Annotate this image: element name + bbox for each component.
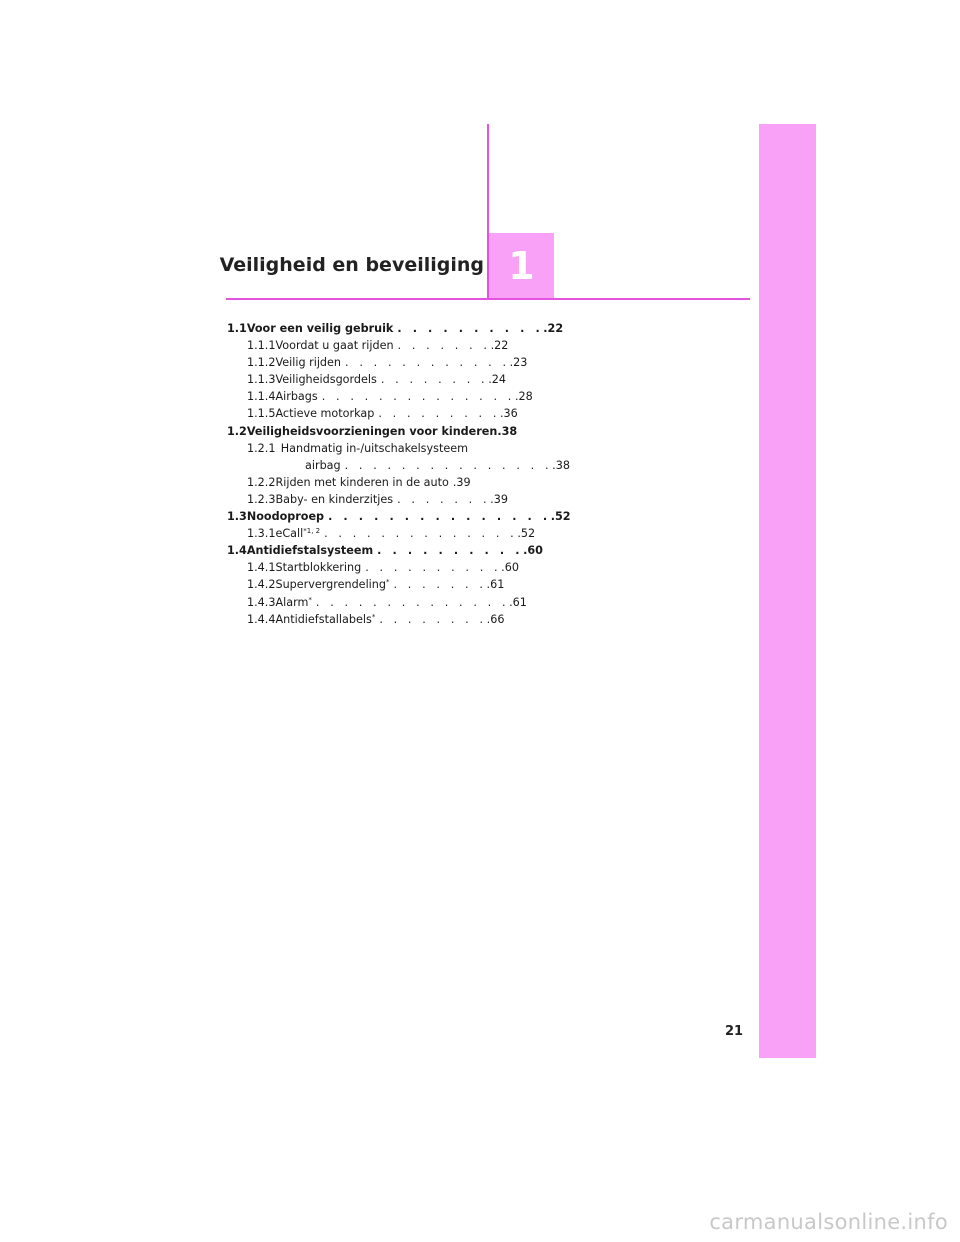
toc-item-number: 1.4.1	[247, 561, 276, 575]
toc-page-ref: .60	[523, 544, 543, 558]
footnote-marker: *	[308, 595, 312, 604]
toc-leader-dots: . . . . . . . . . . . . . . .	[328, 510, 551, 524]
toc-leader-dots: . . . . . . . . . . . . . .	[315, 595, 510, 609]
toc-page-ref: .61	[486, 578, 505, 592]
toc-item[interactable]	[227, 474, 471, 491]
toc-item[interactable]	[227, 388, 533, 405]
toc-item-title: Baby- en kinderzitjes	[275, 492, 394, 506]
toc-item-title	[275, 576, 389, 593]
toc-item[interactable]	[227, 491, 508, 508]
toc-section-title: Veiligheidsvoorzieningen voor kinderen	[246, 424, 498, 438]
footnote-marker: *	[385, 578, 390, 587]
toc-leader-dots: . . . . . . . . . .	[365, 561, 502, 575]
toc-item-title-continued: airbag	[305, 458, 341, 472]
toc-page-ref: .28	[514, 390, 533, 404]
toc-item[interactable]	[227, 559, 519, 576]
toc-page-ref: .36	[499, 407, 518, 421]
toc-item-number: 1.1.5	[247, 407, 276, 421]
toc-item[interactable]	[227, 576, 505, 593]
page-number: 21	[725, 1024, 744, 1039]
toc-page-ref: .39	[490, 492, 508, 506]
toc-item-title-text: Supervergrendeling	[275, 578, 386, 592]
toc-item-number: 1.2.3	[247, 492, 276, 506]
toc-item[interactable]	[227, 594, 527, 611]
toc-item-title: Actieve motorkap	[275, 407, 375, 421]
toc-page-ref: .23	[509, 356, 528, 370]
toc-page-ref: .52	[517, 527, 536, 541]
toc-section[interactable]	[227, 320, 564, 337]
toc-page-ref: .22	[543, 322, 564, 335]
chapter-side-tab	[759, 124, 816, 1058]
toc-item-number: 1.1.3	[247, 373, 276, 387]
toc-item-title-text: Antidiefstallabels	[275, 612, 372, 626]
footnote-marker: *1, 2	[303, 527, 321, 536]
toc-section-number: 1.1	[227, 322, 247, 335]
toc-section[interactable]	[227, 542, 543, 559]
toc-item[interactable]	[227, 525, 536, 542]
toc-page-ref: .39	[452, 475, 471, 489]
toc-item-title: Veilig rijden	[275, 356, 342, 370]
toc-leader-dots: . . . . . . . .	[380, 373, 489, 387]
toc-page-ref: .24	[488, 373, 506, 387]
toc-item-title: Voordat u gaat rijden	[275, 339, 394, 353]
toc-item-title	[275, 611, 375, 628]
toc-item[interactable]	[227, 611, 505, 628]
table-of-contents	[227, 320, 571, 628]
toc-page-ref: .38	[497, 424, 518, 438]
toc-section-number: 1.4	[227, 544, 247, 558]
toc-page-ref: .66	[486, 612, 505, 626]
toc-leader-dots: . . . . . . .	[397, 492, 491, 506]
toc-item-title-text: Alarm	[275, 595, 309, 609]
toc-leader-dots: . . . . . . . . . . . . . . .	[344, 458, 553, 472]
toc-item-title: Airbags	[275, 390, 318, 404]
toc-leader-dots: . . . . . . .	[393, 578, 487, 592]
toc-leader-dots: . . . . . . . .	[379, 612, 487, 626]
toc-leader-dots: . . . . . . . . . . . . . .	[324, 527, 518, 541]
toc-page-ref: .61	[509, 595, 527, 609]
toc-leader-dots: . . . . . . . . . . . .	[345, 356, 510, 370]
toc-item[interactable]	[227, 405, 518, 422]
toc-item-title: Rijden met kinderen in de auto	[275, 475, 449, 489]
toc-item-number: 1.4.3	[247, 595, 276, 609]
toc-section-number: 1.3	[227, 510, 247, 524]
toc-item-number: 1.4.4	[247, 612, 276, 626]
toc-leader-dots: . . . . . . .	[397, 339, 491, 353]
toc-item-title	[275, 525, 320, 542]
toc-item-title: Handmatig in-/uitschakelsysteem	[280, 441, 468, 455]
toc-item-continuation[interactable]	[227, 457, 570, 474]
toc-item-title: Startblokkering	[275, 561, 362, 575]
toc-leader-dots: . . . . . . . . . . . . . .	[321, 390, 515, 404]
header-divider-horizontal	[226, 298, 750, 300]
toc-section[interactable]	[227, 423, 518, 440]
toc-item[interactable]	[227, 371, 506, 388]
toc-item-number: 1.1.2	[247, 356, 276, 370]
chapter-number-box	[489, 233, 554, 299]
toc-leader-dots: . . . . . . . . . .	[397, 322, 544, 335]
toc-item-number: 1.3.1	[247, 527, 276, 541]
toc-section-number: 1.2	[227, 424, 247, 438]
toc-item[interactable]	[227, 354, 528, 371]
toc-section-title: Voor een veilig gebruik	[246, 322, 394, 335]
toc-section-title: Antidiefstalsysteem	[246, 544, 374, 558]
toc-item-title	[275, 594, 311, 611]
chapter-title: Veiligheid en beveiliging	[219, 254, 484, 276]
toc-item-number: 1.2.2	[247, 475, 276, 489]
toc-item-title-text: eCall	[275, 527, 304, 541]
toc-page-ref: .52	[550, 510, 571, 524]
chapter-number: 1	[508, 244, 535, 288]
toc-section[interactable]	[227, 508, 571, 525]
toc-leader-dots: . . . . . . . . . .	[377, 544, 524, 558]
toc-leader-dots: . . . . . . . . .	[378, 407, 500, 421]
toc-item-number: 1.2.1	[247, 441, 276, 455]
watermark: carmanualsonline.info	[709, 1210, 948, 1234]
toc-item-number: 1.4.2	[247, 578, 276, 592]
footnote-marker: *	[371, 612, 376, 621]
toc-item-number: 1.1.1	[247, 339, 276, 353]
toc-page-ref: .22	[490, 339, 509, 353]
toc-item[interactable]	[227, 337, 509, 354]
toc-item-title: Veiligheidsgordels	[275, 373, 377, 387]
toc-page-ref: .38	[552, 458, 570, 472]
toc-section-title: Noodoproep	[246, 510, 325, 524]
toc-item-number: 1.1.4	[247, 390, 276, 404]
toc-page-ref: .60	[501, 561, 519, 575]
toc-item[interactable]	[227, 440, 468, 457]
